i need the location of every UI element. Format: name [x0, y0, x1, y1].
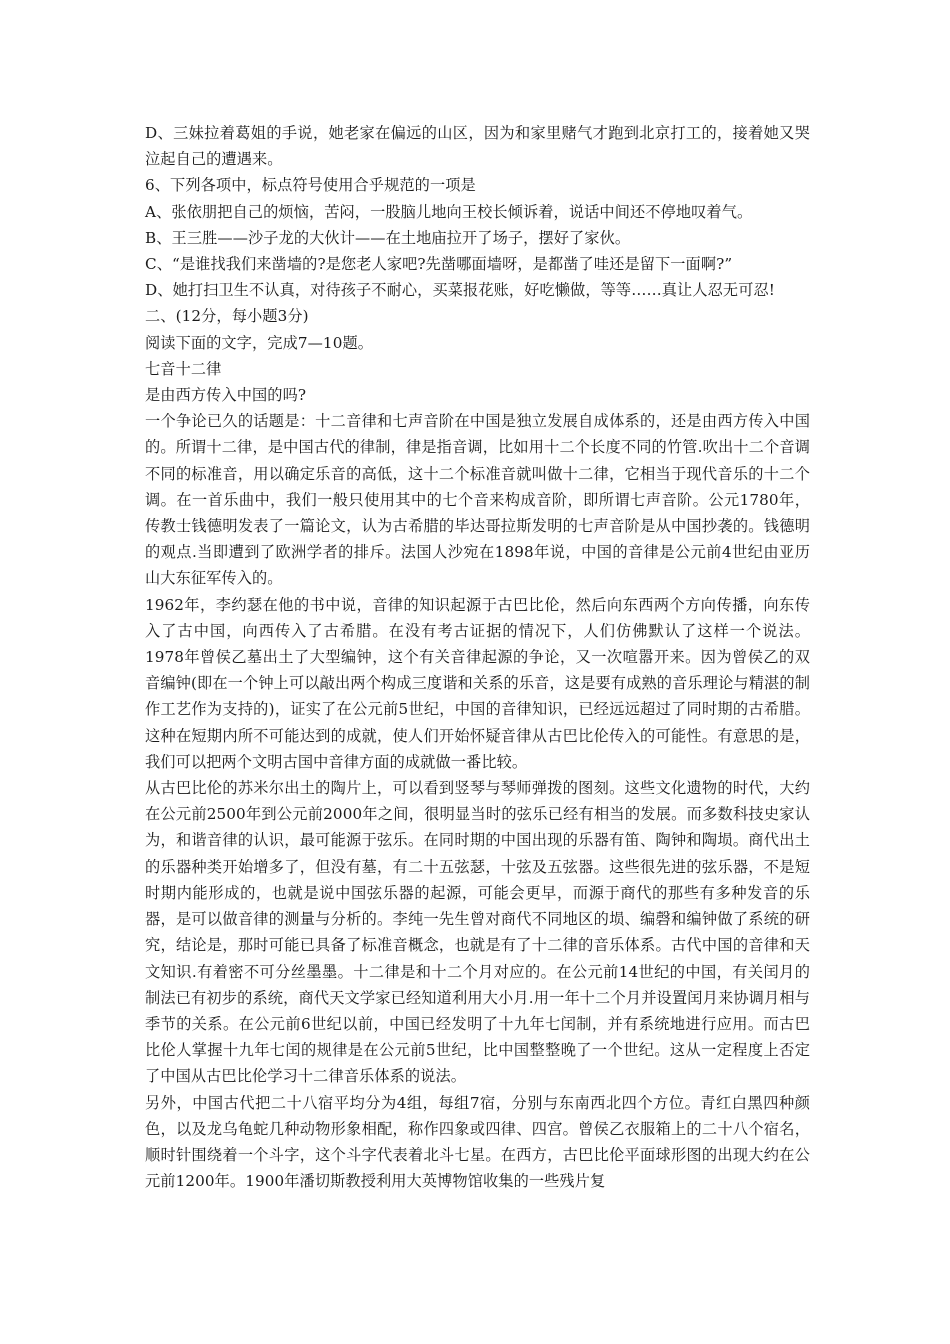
reading-instruction: 阅读下面的文字，完成7—10题。	[145, 333, 374, 352]
question-6: 6、下列各项中，标点符号使用合乎规范的一项是	[145, 176, 476, 195]
article-paragraph-4: 另外，中国古代把二十八宿平均分为4组，每组7宿，分别与东南西北四个方位。青红白黑四种颜色，以及龙乌龟蛇几种动物形象相配，称作四象或四律、四宫。曾侯乙衣服箱上的二十八个宿名，顺时针围绕着一个斗字，这个斗字代表着北斗七星。在西方，古巴比伦平面球形图的出现大约在公元前1200年。1900年潘切斯教授利用大英博物馆收集的一些残片复	[145, 1093, 810, 1191]
option-b: B、王三胜——沙子龙的大伙计——在土地庙拉开了场子，摆好了家伙。	[145, 228, 631, 247]
article-paragraph-3: 从古巴比伦的苏米尔出土的陶片上，可以看到竖琴与琴师弹拨的图刻。这些文化遗物的时代，大约在公元前2500年到公元前2000年之间，很明显当时的弦乐已经有相当的发展。而多数科技史家认为，和谐音律的认识，最可能源于弦乐。在同时期的中国出现的乐器有笛、陶钟和陶埙。商代出土的乐器种类开始增多了，但没有墓，有二十五弦瑟，十弦及五弦器。这些很先进的弦乐器，不是短时期内能形成的，也就是说中国弦乐器的起源，可能会更早，而源于商代的那些有多种发音的乐器，是可以做音律的测量与分析的。李纯一先生曾对商代不同地区的埙、编磬和编钟做了系统的研究，结论是，那时可能已具备了标准音概念，也就是有了十二律的音乐体系。古代中国的音律和天文知识.有着密不可分丝墨墨。十二律是和十二个月对应的。在公元前14世纪的中国，有关闰月的制法已有初步的系统，商代天文学家已经知道利用大小月.用一年十二个月并设置闰月来协调月相与季节的关系。在公元前6世纪以前，中国已经发明了十九年七闰制，并有系统地进行应用。而古巴比伦人掌握十九年七闰的规律是在公元前5世纪，比中国整整晚了一个世纪。这从一定程度上否定了中国从古巴比伦学习十二律音乐体系的说法。	[145, 779, 810, 1086]
option-a: A、张依朋把自己的烦恼，苦闷，一股脑儿地向王校长倾诉着，说话中间还不停地叹着气。	[145, 202, 753, 221]
document-page	[145, 120, 810, 1194]
article-paragraph-2: 1962年，李约瑟在他的书中说，音律的知识起源于古巴比伦，然后向东西两个方向传播，向东传入了古中国，向西传入了古希腊。在没有考古证据的情况下，人们仿佛默认了这样一个说法。1978年曾侯乙墓出土了大型编钟，这个有关音律起源的争论，又一次喧嚣开来。因为曾侯乙的双音编钟(即在一个钟上可以敲出两个构成三度谐和关系的乐音，这是要有成熟的音乐理论与精湛的制作工艺作为支持的)，证实了在公元前5世纪，中国的音律知识，已经远远超过了同时期的古希腊。这种在短期内所不可能达到的成就，使人们开始怀疑音律从古巴比伦传入的可能性。有意思的是，我们可以把两个文明古国中音律方面的成就做一番比较。	[145, 595, 810, 771]
article-title: 七音十二律	[145, 359, 222, 378]
section-heading: 二、(12分，每小题3分)	[145, 307, 309, 326]
option-d: D、她打扫卫生不认真，对待孩子不耐心，买菜报花账，好吃懒做，等等……真让人忍无可忍!	[145, 281, 775, 300]
option-d-paragraph: D、三妹拉着葛姐的手说，她老家在偏远的山区，因为和家里赌气才跑到北京打工的，接着她又哭泣起自己的遭遇来。	[145, 124, 810, 169]
option-c: C、“是谁找我们来凿墙的?是您老人家吧?先凿哪面墙呀，是都凿了哇还是留下一面啊?”	[145, 255, 733, 274]
article-paragraph-1: 一个争论已久的话题是：十二音律和七声音阶在中国是独立发展自成体系的，还是由西方传入中国的。所谓十二律，是中国古代的律制，律是指音调，比如用十二个长度不同的竹管.吹出十二个音调不同的标准音，用以确定乐音的高低，这十二个标准音就叫做十二律，它相当于现代音乐的十二个调。在一首乐曲中，我们一般只使用其中的七个音来构成音阶，即所谓七声音阶。公元1780年，传教士钱德明发表了一篇论文，认为古希腊的毕达哥拉斯发明的七声音阶是从中国抄袭的。钱德明的观点.当即遭到了欧洲学者的排斥。法国人沙宛在1898年说，中国的音律是公元前4世纪由亚历山大东征军传入的。	[145, 412, 810, 588]
article-subtitle: 是由西方传入中国的吗?	[145, 386, 307, 405]
